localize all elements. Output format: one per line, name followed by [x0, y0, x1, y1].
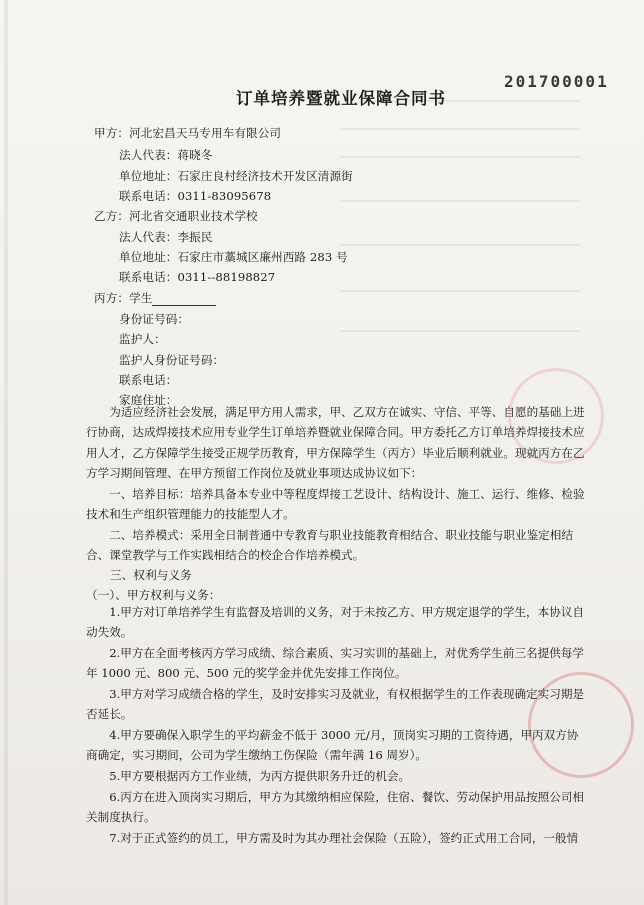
clause-item: 3.甲方对学习成绩合格的学生，及时安排实习及就业，有权根据学生的工作表现确定实习期是否延长。: [86, 687, 585, 722]
document-title: 订单培养暨就业保障合同书: [236, 89, 446, 108]
show-through-text: [340, 156, 580, 158]
party-a-representative: 法人代表：蒋晓冬: [119, 148, 213, 162]
clause-item: 4.甲方要确保入职学生的平均薪金不低于 3000 元/月，顶岗实习期的工资待遇，甲丙双方协商确定，实习期间，公司为学生缴纳工伤保险（需年满 16 周岁）。: [86, 728, 579, 763]
section-party-a-rights-heading: （一）、甲方权利与义务：: [86, 588, 221, 602]
party-b-representative: 法人代表：李振民: [119, 230, 213, 244]
party-c-phone: 联系电话：: [119, 373, 178, 387]
party-b-name: 乙方：河北省交通职业技术学校: [94, 209, 258, 223]
party-c-address: 家庭住址：: [119, 393, 178, 407]
party-c-guardian-id: 监护人身份证号码：: [119, 353, 225, 367]
party-c-id-number: 身份证号码：: [119, 312, 190, 326]
clause-item: 6.丙方在进入顶岗实习期后，甲方为其缴纳相应保险，住宿、餐饮、劳动保护用品按照公司相关制度执行。: [86, 790, 585, 825]
party-c-label: 丙方：学生: [94, 291, 153, 305]
section-rights-heading: 三、权利与义务: [110, 568, 192, 582]
clause-item: 2.甲方在全面考核丙方学习成绩、综合素质、实习实训的基础上，对优秀学生前三名提供每学年 1000 元、800 元、500 元的奖学金并优先安排工作岗位。: [86, 646, 585, 681]
party-a-name: 甲方：河北宏昌天马专用车有限公司: [94, 126, 282, 140]
intro-paragraph: 为适应经济社会发展，满足甲方用人需求，甲、乙双方在诚实、守信、平等、自愿的基础上进行协商，达成焊接技术应用专业学生订单培养暨就业保障合同。甲方委托乙方订单培养焊接技术应用人才，乙方保障学生接受正规学历教育，甲方保障学生（丙方）毕业后顺利就业。现就丙方在乙方学习期间管理、在甲方预留工作岗位及就业事项达成协议如下：: [86, 405, 585, 481]
clause-item: 1.甲方对订单培养学生有监督及培训的义务，对于未按乙方、甲方规定退学的学生，本协议自动失效。: [86, 605, 585, 640]
show-through-text: [340, 330, 580, 332]
party-c-guardian: 监护人：: [119, 332, 166, 346]
clause-item: 5.甲方要根据丙方工作业绩，为丙方提供职务升迁的机会。: [109, 769, 411, 783]
document-number: 201700001: [504, 72, 609, 91]
clause-item: 7.对于正式签约的员工，甲方需及时为其办理社会保险（五险），签约正式用工合同，一般情: [109, 831, 579, 845]
show-through-text: [340, 128, 580, 130]
party-c-line: [94, 290, 216, 306]
party-b-address: 单位地址：石家庄市藁城区廉州西路 283 号: [119, 250, 348, 264]
show-through-text: [340, 244, 580, 246]
section-training-mode: 二、培养模式：采用全日制普通中专教育与职业技能教育相结合、职业技能与职业鉴定相结合、课堂教学与工作实践相结合的校企合作培养模式。: [86, 528, 573, 563]
party-b-phone: 联系电话：0311--88198827: [119, 270, 276, 284]
student-name-blank[interactable]: [152, 293, 216, 306]
show-through-text: [340, 200, 580, 202]
page-fold-shadow: [4, 0, 8, 905]
section-training-goal: 一、培养目标：培养具备本专业中等程度焊接工艺设计、结构设计、施工、运行、维修、检验技术和生产组织管理能力的技能型人才。: [86, 487, 585, 522]
show-through-text: [340, 290, 580, 292]
party-a-address: 单位地址：石家庄良村经济技术开发区清源街: [119, 169, 353, 183]
party-a-phone: 联系电话：0311-83095678: [119, 189, 272, 203]
